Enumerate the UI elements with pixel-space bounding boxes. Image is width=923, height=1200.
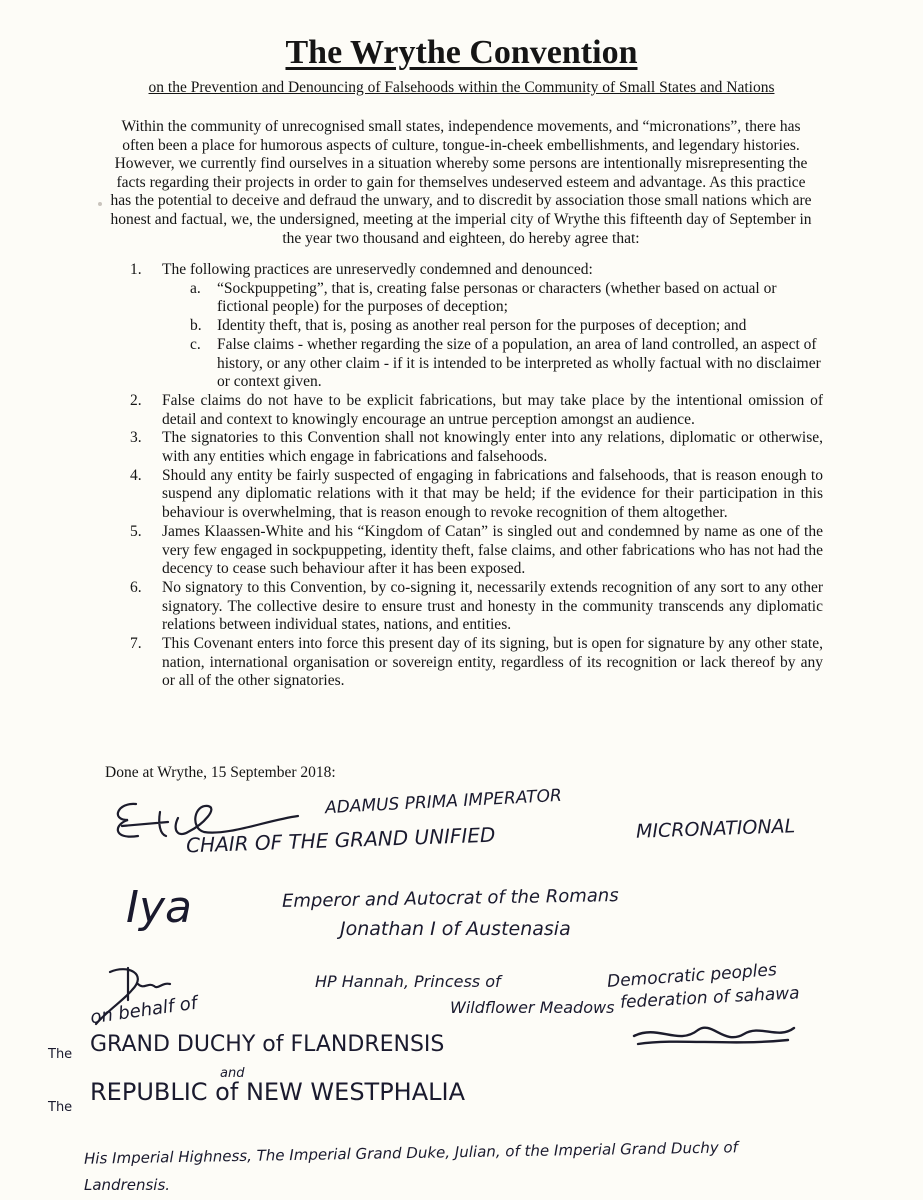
signatory-adamus-title: CHAIR OF THE GRAND UNIFIED	[185, 822, 496, 858]
article-item	[130, 635, 823, 691]
signature-scribble-3	[628, 1016, 798, 1056]
article-text: False claims do not have to be explicit fabrications, but may take place by the intentional omission of detail and context to knowingly encourage an untrue perception amongst an audience.	[162, 391, 823, 428]
subarticle-text: False claims - whether regarding the size of a population, an area of land controlled, an aspect of history, or any other claim - if it is intended to be interpreted as wholly factual with no disclaimer or context given.	[217, 335, 821, 391]
subarticle-item	[190, 317, 823, 336]
subarticle-letter: c.	[190, 335, 201, 353]
article-text: The signatories to this Convention shall not knowingly enter into any relations, diplomatic or otherwise, with any entities which engage in fabrications and falsehoods.	[162, 429, 823, 466]
signatory-hannah-title: HP Hannah, Princess of	[315, 972, 501, 991]
article-text: James Klaassen-White and his “Kingdom of Catan” is singled out and condemned by name as one of the very few engaged in sockpuppeting, identity theft, false claims, and other fabrications who has not had the decency to cease such behaviour after it has been exposed.	[162, 522, 823, 578]
signatory-hannah-realm: Wildflower Meadows	[450, 998, 615, 1017]
article-item	[130, 579, 823, 635]
article-item	[130, 261, 823, 392]
article-text: No signatory to this Convention, by co-signing it, necessarily extends recognition of any sort to any other signatory. The collective desire to ensure trust and honesty in the community transcends any diplomatic relations between individual states, nations, and entities.	[162, 578, 823, 634]
signatory-highness-realm: Landrensis.	[84, 1176, 171, 1194]
article-item	[130, 467, 823, 523]
subarticle-item	[190, 336, 823, 392]
subarticle-letter: a.	[190, 279, 201, 297]
subarticle-letter: b.	[190, 317, 202, 335]
flandrensis-prefix: The	[48, 1047, 73, 1062]
article-number: 4.	[130, 466, 142, 484]
on-behalf-of-text: on behalf of	[89, 992, 199, 1029]
article-text: Should any entity be fairly suspected of engaging in fabrications and falsehoods, that is reason enough to suspend any diplomatic relations with it that may be held; if the evidence for their participation in this behaviour is overwhelming, that is reason enough to revoke recognition of them altogether.	[162, 466, 823, 522]
subarticle-list	[162, 280, 823, 392]
article-number: 2.	[130, 391, 142, 409]
paper-speck	[98, 202, 102, 206]
subarticle-text: “Sockpuppeting”, that is, creating false personas or characters (whether based on actual or fictional people) for the purposes of deception;	[217, 279, 777, 316]
subarticle-text: Identity theft, that is, posing as another real person for the purposes of deception; and	[217, 317, 747, 335]
article-item	[130, 392, 823, 429]
signatory-highness-title: His Imperial Highness, The Imperial Grand Duke, Julian, of the Imperial Grand Duchy of	[83, 1138, 739, 1168]
article-number: 5.	[130, 522, 142, 540]
preamble-paragraph: Within the community of unrecognised small states, independence movements, and “micronations”, there has often been a place for humorous aspects of culture, tongue-in-cheek embellishments, and legendary histories. However, we currently find ourselves in a situation whereby some persons are intentionally misrepresenting the facts regarding their projects in order to gain for themselves undeserved esteem and advantage. As this practice has the potential to deceive and defraud the unwary, and to discredit by association those small nations which are honest and factual, we, the undersigned, meeting at the imperial city of Wrythe this fifteenth day of September in the year two thousand and eighteen, do hereby agree that:	[110, 118, 812, 247]
document-title: The Wrythe Convention	[285, 34, 638, 71]
done-at-line: Done at Wrythe, 15 September 2018:	[105, 764, 336, 781]
and-connector: and	[220, 1066, 245, 1081]
signatory-adamus-title-cont: MICRONATIONAL	[635, 815, 796, 843]
article-item	[130, 523, 823, 579]
signatory-adamus-name: ADAMUS PRIMA IMPERATOR	[324, 785, 563, 819]
signatory-flandrensis: GRAND DUCHY of FLANDRENSIS	[90, 1032, 445, 1057]
article-text: This Covenant enters into force this present day of its signing, but is open for signature by any other state, nation, international organisation or sovereign entity, regardless of its recognition or lack thereof by any or all of the other signatories.	[162, 635, 823, 690]
article-number: 6.	[130, 578, 142, 596]
article-number: 7.	[130, 635, 142, 653]
signatory-democratic-realm: federation of sahawa	[619, 983, 801, 1013]
article-text: The following practices are unreservedly condemned and denounced:	[162, 261, 593, 278]
signatory-westphalia: REPUBLIC of NEW WESTPHALIA	[90, 1078, 466, 1106]
article-number: 3.	[130, 429, 142, 447]
subarticle-item	[190, 280, 823, 317]
signatory-emperor-title: Emperor and Autocrat of the Romans	[281, 885, 619, 912]
signature-iya: Iya	[126, 882, 192, 933]
document-subtitle: on the Prevention and Denouncing of Falsehoods within the Community of Small States and Nations	[148, 79, 775, 96]
signatory-emperor-name: Jonathan I of Austenasia	[340, 918, 571, 940]
signatory-democratic-title: Democratic peoples	[606, 960, 778, 992]
articles-list	[130, 261, 823, 691]
article-item	[130, 429, 823, 466]
westphalia-prefix: The	[48, 1100, 73, 1115]
article-number: 1.	[130, 261, 142, 278]
